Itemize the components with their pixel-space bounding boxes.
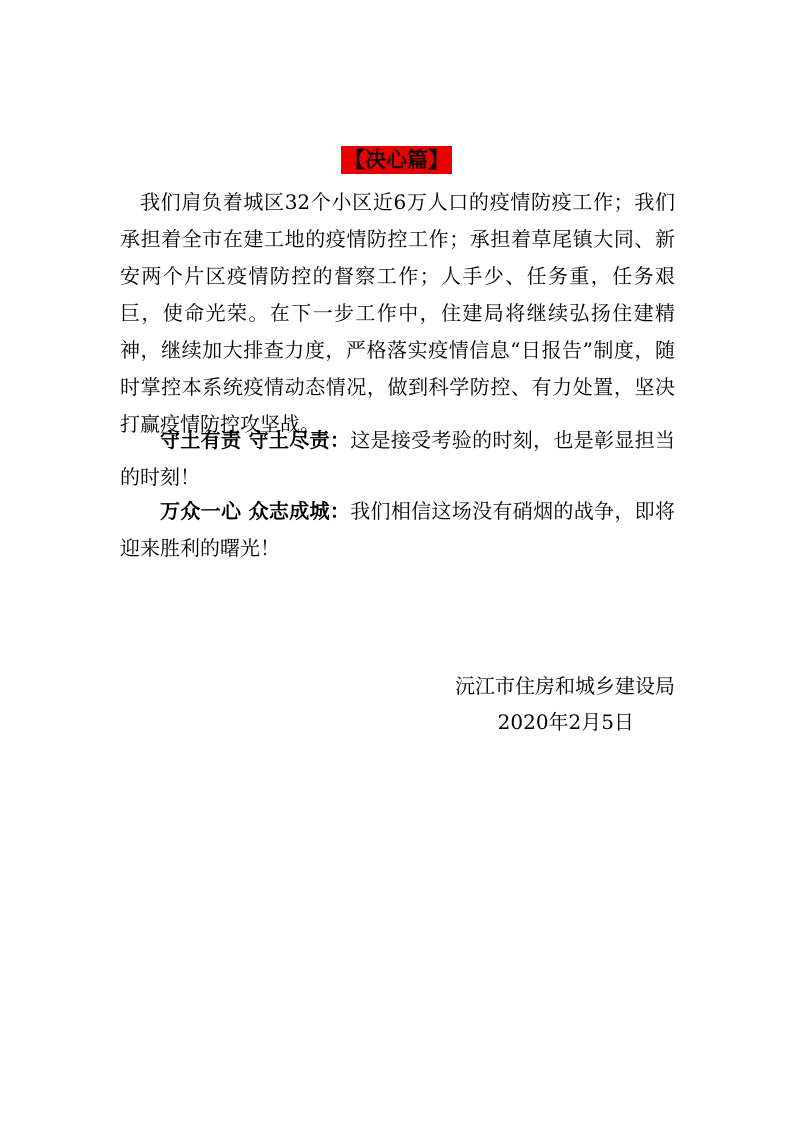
paragraph-resolve: 我们肩负着城区32个小区近6万人口的疫情防疫工作；我们承担着全市在建工地的疫情防控工作；承担着草尾镇大同、新安两个片区疫情防控的督察工作；人手少、任务重，任务艰巨，使命光荣。在下一步工作中，住建局将继续弘扬住建精神，继续加大排查力度，严格落实疫情信息“日报告”制度，随时掌控本系统疫情动态情况，做到科学防控、有力处置，坚决打赢疫情防控攻坚战。 <box>120 190 675 436</box>
paragraph-duty-text: 这是接受考验的时刻，也是彰显担当的时刻！ <box>120 428 676 489</box>
section-heading <box>0 146 793 174</box>
signature-date: 2020年2月5日 <box>497 710 634 734</box>
paragraph-unity-text: 我们相信这场没有硝烟的战争，即将迎来胜利的曙光！ <box>120 499 676 560</box>
paragraph-unity <box>120 493 675 567</box>
paragraph-unity-lead: 万众一心 众志成城： <box>160 499 351 523</box>
paragraph-duty-lead: 守土有责 守土尽责： <box>160 428 351 452</box>
signature-organization: 沅江市住房和城乡建设局 <box>455 674 675 698</box>
paragraph-duty <box>120 422 675 496</box>
section-heading-label: 【决心篇】 <box>341 146 452 174</box>
